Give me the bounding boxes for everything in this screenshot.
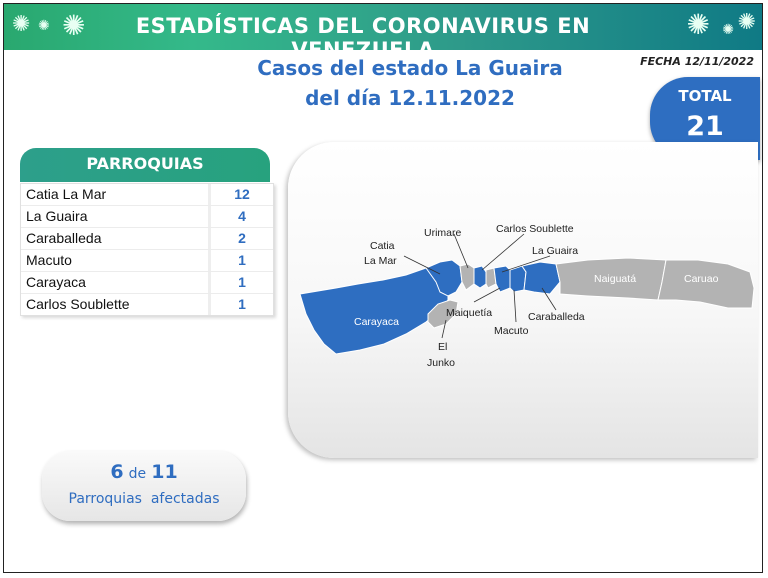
- map-label-carlos-soublette: Carlos Soublette: [496, 223, 574, 235]
- virus-icon: ✺: [686, 8, 710, 41]
- region-caraballeda: [522, 262, 560, 294]
- map-label-la-mar: La Mar: [364, 255, 397, 267]
- map-label-el: El: [438, 341, 448, 353]
- parroquia-cases: 1: [238, 274, 246, 290]
- parroquia-cases: 12: [234, 186, 250, 202]
- map-label-junko: Junko: [427, 357, 456, 369]
- heading-line1: Casos del estado La Guaira: [257, 56, 563, 80]
- parroquias-header: [20, 148, 270, 182]
- la-guaira-map: [288, 142, 758, 458]
- affected-label: Parroquias afectadas: [68, 491, 220, 507]
- parroquia-cases: 2: [238, 230, 246, 246]
- parroquias-header-label: PARROQUIAS: [86, 154, 204, 173]
- banner-title: ESTADÍSTICAS DEL CORONAVIRUS EN VENEZUELA: [135, 14, 591, 62]
- affected-connector: de: [128, 466, 147, 482]
- map-label-maiquetia: Maiquetía: [446, 307, 493, 319]
- parroquia-cases: 4: [238, 208, 246, 224]
- map-label-carayaca: Carayaca: [354, 316, 399, 328]
- virus-icon: ✺: [38, 18, 50, 34]
- heading-line2: del día 12.11.2022: [305, 86, 515, 110]
- parroquia-name: Catia La Mar: [21, 184, 211, 205]
- total-label: TOTAL: [678, 87, 732, 105]
- parroquias-table: [20, 183, 274, 316]
- parroquia-cases: 1: [238, 296, 246, 312]
- table-row: [21, 184, 273, 206]
- parroquia-name: Carlos Soublette: [21, 294, 211, 315]
- parroquia-name: Caraballeda: [21, 228, 211, 249]
- region-carlos-soublette: [474, 266, 486, 288]
- affected-summary: [42, 451, 246, 521]
- parroquia-name: La Guaira: [21, 206, 211, 227]
- table-row: [21, 228, 273, 250]
- region-urimare: [460, 264, 474, 290]
- table-row: [21, 294, 273, 315]
- total-value: 21: [686, 111, 724, 142]
- parroquia-name: Carayaca: [21, 272, 211, 293]
- table-row: [21, 206, 273, 228]
- map-panel: [288, 142, 758, 458]
- table-row: [21, 272, 273, 294]
- virus-icon: ✺: [722, 22, 734, 38]
- virus-icon: ✺: [62, 9, 86, 42]
- parroquia-name: Macuto: [21, 250, 211, 271]
- parroquia-cases: 1: [238, 252, 246, 268]
- virus-icon: ✺: [737, 10, 756, 35]
- map-label-urimare: Urimare: [424, 227, 462, 239]
- map-label-macuto: Macuto: [494, 325, 529, 337]
- map-label-caraballeda: Caraballeda: [528, 311, 585, 323]
- map-label-naiguata: Naiguatá: [594, 273, 637, 285]
- map-label-caruao: Caruao: [684, 273, 719, 285]
- affected-count: 6: [110, 461, 124, 483]
- affected-count-line: [42, 461, 246, 483]
- virus-icon: ✺: [12, 12, 31, 37]
- region-carayaca: [300, 264, 448, 354]
- date-label: FECHA 12/11/2022: [640, 55, 754, 68]
- map-label-catia: Catia: [370, 240, 395, 252]
- map-label-la-guaira: La Guaira: [532, 245, 579, 257]
- table-row: [21, 250, 273, 272]
- affected-total: 11: [151, 461, 178, 483]
- region-macuto: [510, 266, 526, 292]
